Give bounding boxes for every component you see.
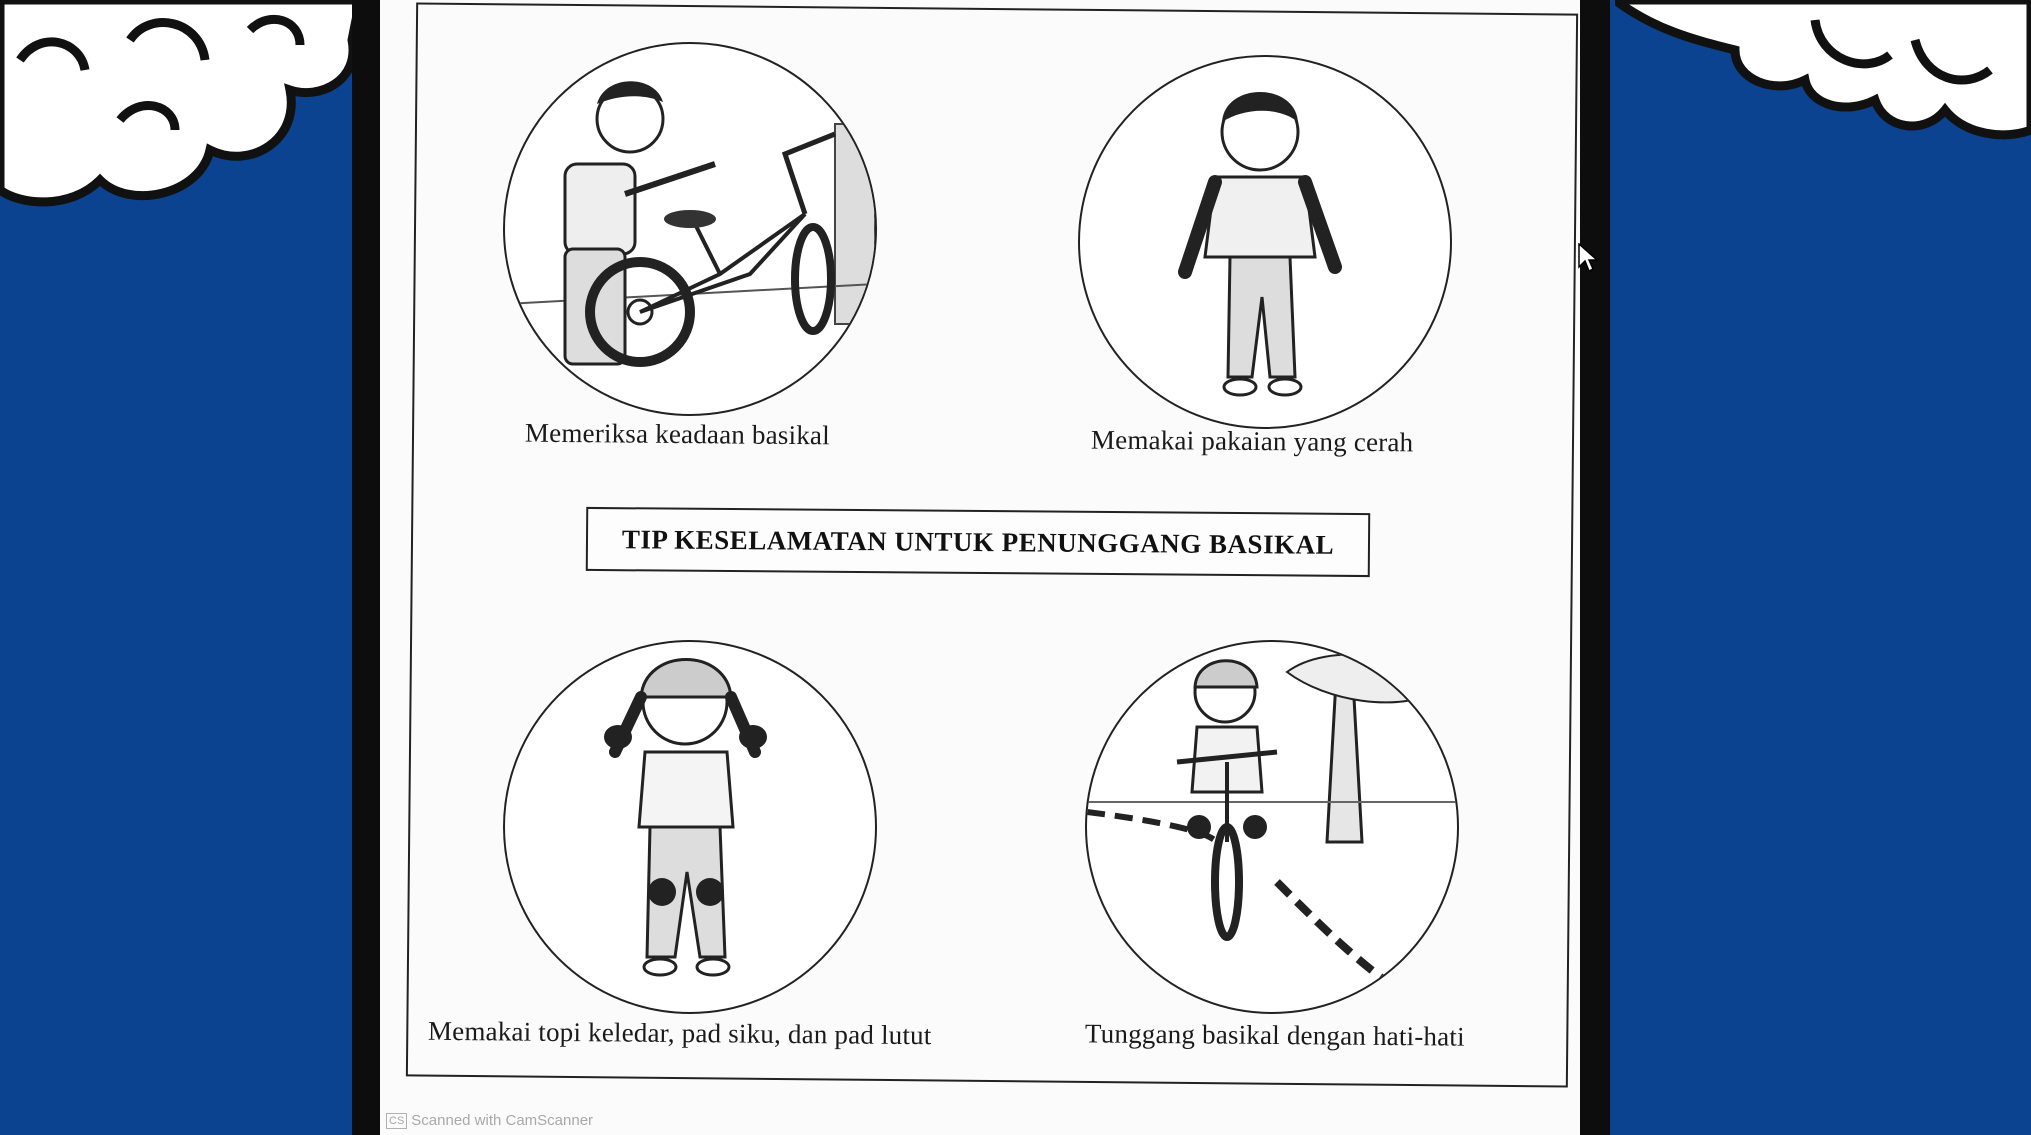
mouse-cursor-icon xyxy=(1578,243,1598,278)
scanner-watermark xyxy=(386,1112,593,1129)
cloud-decoration-right xyxy=(1615,0,2031,140)
cloud-decoration-left xyxy=(0,0,360,210)
worksheet-title: TIP KESELAMATAN UNTUK PENUNGGANG BASIKAL xyxy=(621,523,1335,560)
illustration-checking-bicycle xyxy=(503,42,877,416)
illustration-bright-clothing xyxy=(1078,55,1452,429)
worksheet-title-box xyxy=(586,507,1370,577)
caption-checking-bicycle: Memeriksa keadaan basikal xyxy=(524,417,831,451)
caption-bright-clothing: Memakai pakaian yang cerah xyxy=(1090,424,1414,458)
illustration-riding-carefully xyxy=(1085,640,1459,1014)
caption-helmet-and-pads: Memakai topi keledar, pad siku, dan pad lutut xyxy=(427,1015,932,1051)
watermark-text: Scanned with CamScanner xyxy=(411,1112,594,1129)
illustration-helmet-and-pads xyxy=(503,640,877,1014)
caption-riding-carefully: Tunggang basikal dengan hati-hati xyxy=(1084,1018,1465,1052)
camscanner-logo: CS xyxy=(386,1113,407,1129)
